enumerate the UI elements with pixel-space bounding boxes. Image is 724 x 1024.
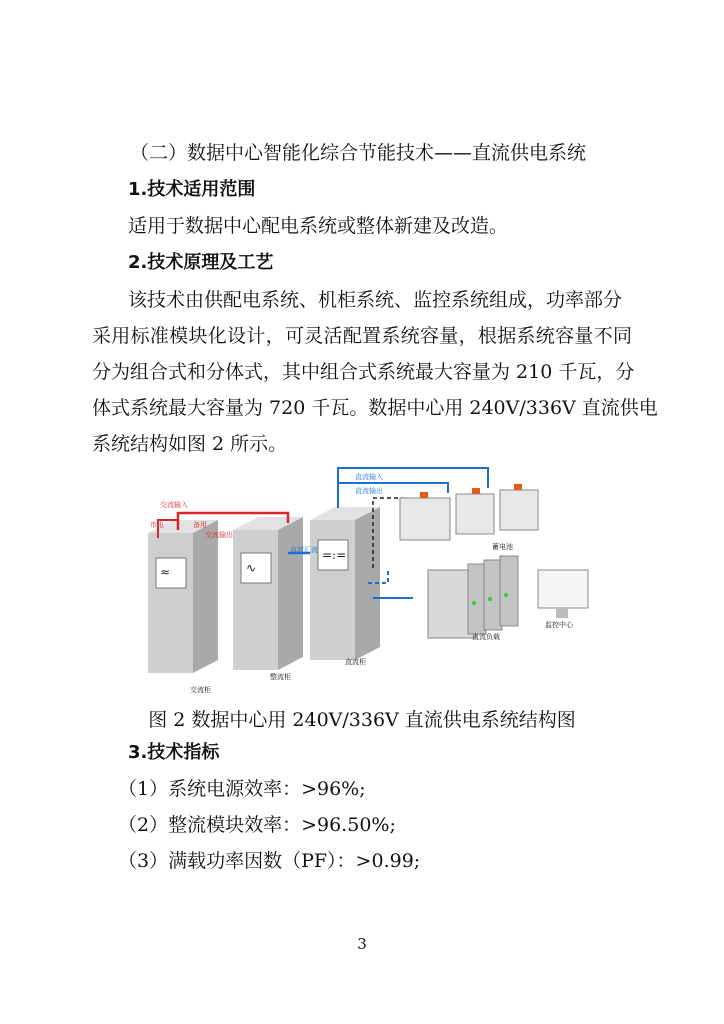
label-dc-in: 直流输入: [355, 473, 383, 481]
label-dc-load: 直流负载: [472, 633, 500, 641]
label-backup: 备用: [193, 521, 207, 529]
svg-text:∿: ∿: [246, 561, 257, 575]
paragraph-line-3: 分为组合式和分体式，其中组合式系统最大容量为 210 千瓦，分: [92, 361, 635, 383]
page-number: 3: [357, 935, 367, 953]
indicator-item-1: （1）系统电源效率：>96%;: [118, 778, 366, 800]
paragraph-line-5: 系统结构如图 2 所示。: [92, 433, 288, 455]
label-ac-cabinet: 交流柜: [190, 686, 211, 694]
label-rect-cabinet: 整流柜: [270, 673, 291, 681]
indicator-item-2: （2）整流模块效率：>96.50%;: [118, 814, 396, 836]
label-dc-cabinet: 直流柜: [345, 658, 366, 666]
paragraph-line-1: 该技术由供配电系统、机柜系统、监控系统组成，功率部分: [128, 289, 623, 311]
section-heading: （二）数据中心智能化综合节能技术——直流供电系统: [130, 142, 587, 164]
label-mains: 市电: [150, 521, 164, 529]
label-ac-out: 交流输出: [205, 531, 233, 539]
label-battery: 蓄电池: [492, 543, 513, 551]
rectifier-cabinet-icon: [233, 517, 303, 670]
figure-caption: 图 2 数据中心用 240V/336V 直流供电系统结构图: [148, 709, 576, 731]
subsection-2-title: 2.技术原理及工艺: [128, 252, 274, 273]
subsection-1-text: 适用于数据中心配电系统或整体新建及改造。: [128, 215, 509, 237]
label-monitor: 监控中心: [545, 621, 573, 629]
dc-load-servers-icon: [428, 556, 518, 638]
label-dc-out: 直流输出: [355, 487, 383, 495]
battery-bank-icon: [400, 484, 538, 540]
label-dc-flow: 直流汇流: [290, 546, 318, 554]
ac-cabinet-icon: [148, 520, 218, 673]
paragraph-line-2: 采用标准模块化设计，可灵活配置系统容量，根据系统容量不同: [92, 325, 632, 347]
indicator-item-3: （3）满载功率因数（PF）：>0.99;: [118, 850, 421, 872]
label-ac-in: 交流输入: [160, 501, 188, 509]
monitoring-center-icon: [538, 570, 588, 618]
svg-text:≈: ≈: [160, 565, 171, 579]
paragraph-line-4: 体式系统最大容量为 720 千瓦。数据中心用 240V/336V 直流供电: [92, 397, 658, 419]
svg-text:=:=: =:=: [322, 548, 347, 562]
subsection-1-title: 1.技术适用范围: [128, 179, 256, 200]
subsection-3-title: 3.技术指标: [128, 742, 220, 763]
